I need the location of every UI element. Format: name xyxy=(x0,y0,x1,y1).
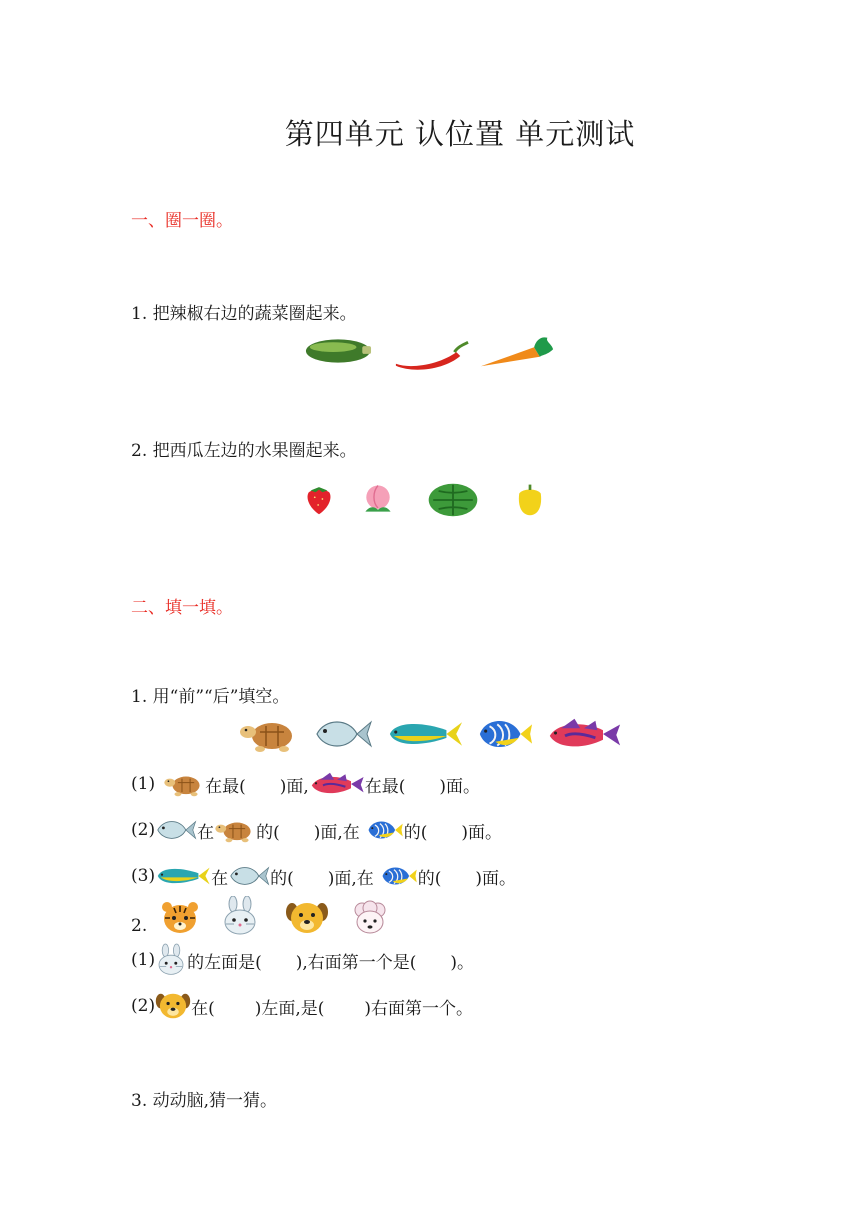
dog-icon xyxy=(285,900,329,936)
pomfret-fish-icon xyxy=(228,860,270,892)
question-2-1-3: (3) 在 的( )面,在 的( )面。 xyxy=(131,854,516,898)
carrot-icon xyxy=(477,334,557,372)
item-number: (2) xyxy=(131,996,156,1016)
chili-pepper-icon xyxy=(392,340,470,370)
zucchini-icon xyxy=(304,336,372,366)
rabbit-icon xyxy=(155,943,187,977)
item-number: (3) xyxy=(131,866,156,886)
question-2-1-1: (1) 在最( )面, 在最( )面。 xyxy=(131,764,480,804)
question-2-3: 3. 动动脑,猜一猜。 xyxy=(131,1091,278,1111)
question-1-2: 2. 把西瓜左边的水果圈起来。 xyxy=(131,441,357,461)
item-number: (1) xyxy=(131,774,156,794)
section-2-heading: 二、填一填。 xyxy=(131,598,233,618)
question-1-1: 1. 把辣椒右边的蔬菜圈起来。 xyxy=(131,304,357,324)
strawberry-icon xyxy=(302,481,336,517)
peach-icon xyxy=(360,481,396,517)
question-2-2-2: (2) 在( )左面,是( )右面第一个。 xyxy=(131,988,473,1024)
mahi-fish-icon xyxy=(386,716,464,752)
item-number: (1) xyxy=(131,950,156,970)
rabbit-icon xyxy=(220,896,260,936)
question-2-1-2: (2) 在 的( )面,在 的( )面。 xyxy=(131,808,502,852)
sheep-icon xyxy=(350,900,390,936)
item-number: (2) xyxy=(131,820,156,840)
section-1-heading: 一、圈一圈。 xyxy=(131,211,233,231)
tropical-fish-icon xyxy=(476,714,534,754)
page-title: 第四单元 认位置 单元测试 xyxy=(284,117,636,151)
pomfret-fish-icon xyxy=(155,814,197,846)
turtle-icon xyxy=(163,770,205,798)
mahi-fish-icon xyxy=(155,862,211,890)
tiger-icon xyxy=(160,900,200,936)
tropical-fish-icon xyxy=(380,862,418,890)
pomfret-fish-icon xyxy=(313,714,373,754)
dog-icon xyxy=(155,991,191,1021)
red-fish-icon xyxy=(546,714,622,754)
question-2-2-number: 2. xyxy=(131,916,148,936)
watermelon-icon xyxy=(426,481,480,519)
question-2-1: 1. 用“前”“后”填空。 xyxy=(131,687,290,707)
bell-pepper-icon xyxy=(512,481,548,517)
turtle-icon xyxy=(238,714,300,754)
turtle-icon xyxy=(214,816,256,844)
tropical-fish-icon xyxy=(366,816,404,844)
question-2-2-1: (1) 的左面是( ),右面第一个是( )。 xyxy=(131,940,474,980)
red-fish-icon xyxy=(309,768,365,800)
